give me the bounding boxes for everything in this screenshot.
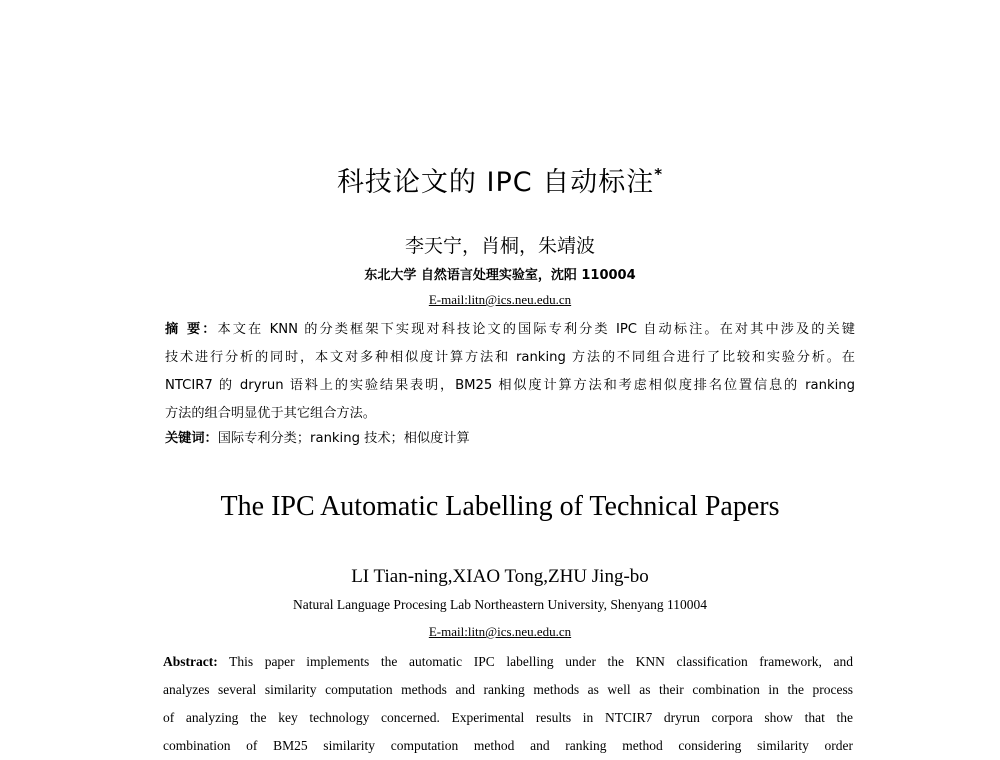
english-abstract bbox=[163, 648, 853, 760]
chinese-abstract-line: 技术进行分析的同时，本文对多种相似度计算方法和 ranking 方法的不同组合进行了比较和实验分析。在 bbox=[165, 350, 855, 365]
chinese-email-link[interactable]: E-mail:litn@ics.neu.edu.cn bbox=[428, 292, 572, 307]
english-affiliation: Natural Language Procesing Lab Northeastern University, Shenyang 110004 bbox=[292, 597, 707, 612]
english-email-link[interactable]: E-mail:litn@ics.neu.edu.cn bbox=[428, 624, 572, 639]
english-abstract-label: Abstract: bbox=[163, 654, 218, 669]
english-abstract-line: analyzes several similarity computation methods and ranking methods as well as their combination in the process bbox=[163, 682, 853, 697]
chinese-abstract-line bbox=[165, 316, 855, 344]
chinese-abstract-text: 本文在 KNN 的分类框架下实现对科技论文的国际专利分类 IPC 自动标注。在对其中涉及的关键 bbox=[217, 322, 855, 337]
english-abstract-line bbox=[163, 648, 853, 676]
chinese-affiliation: 东北大学 自然语言处理实验室，沈阳 110004 bbox=[364, 268, 636, 283]
chinese-keywords-text: 国际专利分类；ranking 技术；相似度计算 bbox=[217, 431, 470, 446]
chinese-abstract-line: NTCIR7 的 dryrun 语料上的实验结果表明，BM25 相似度计算方法和考虑相似度排名位置信息的 ranking bbox=[165, 378, 855, 393]
chinese-abstract bbox=[165, 316, 855, 428]
english-authors: LI Tian-ning,XIAO Tong,ZHU Jing-bo bbox=[351, 566, 649, 587]
title-footnote-mark: * bbox=[654, 165, 664, 183]
english-abstract-text: This paper implements the automatic IPC labelling under the KNN classification framework, and bbox=[229, 654, 853, 669]
chinese-authors: 李天宁，肖桐，朱靖波 bbox=[404, 235, 595, 257]
chinese-abstract-label: 摘 要： bbox=[165, 322, 218, 337]
english-abstract-line: of analyzing the key technology concerned. Experimental results in NTCIR7 dryrun corpora show that the bbox=[163, 710, 853, 725]
chinese-keywords-label: 关键词： bbox=[165, 431, 218, 446]
chinese-abstract-line: 方法的组合明显优于其它组合方法。 bbox=[165, 406, 376, 421]
chinese-title bbox=[0, 160, 1000, 199]
english-title: The IPC Automatic Labelling of Technical Papers bbox=[220, 491, 780, 522]
chinese-title-text: 科技论文的 IPC 自动标注 bbox=[336, 167, 655, 198]
chinese-keywords bbox=[165, 427, 470, 446]
english-abstract-line: combination of BM25 similarity computation method and ranking method considering similarity order bbox=[163, 738, 853, 753]
